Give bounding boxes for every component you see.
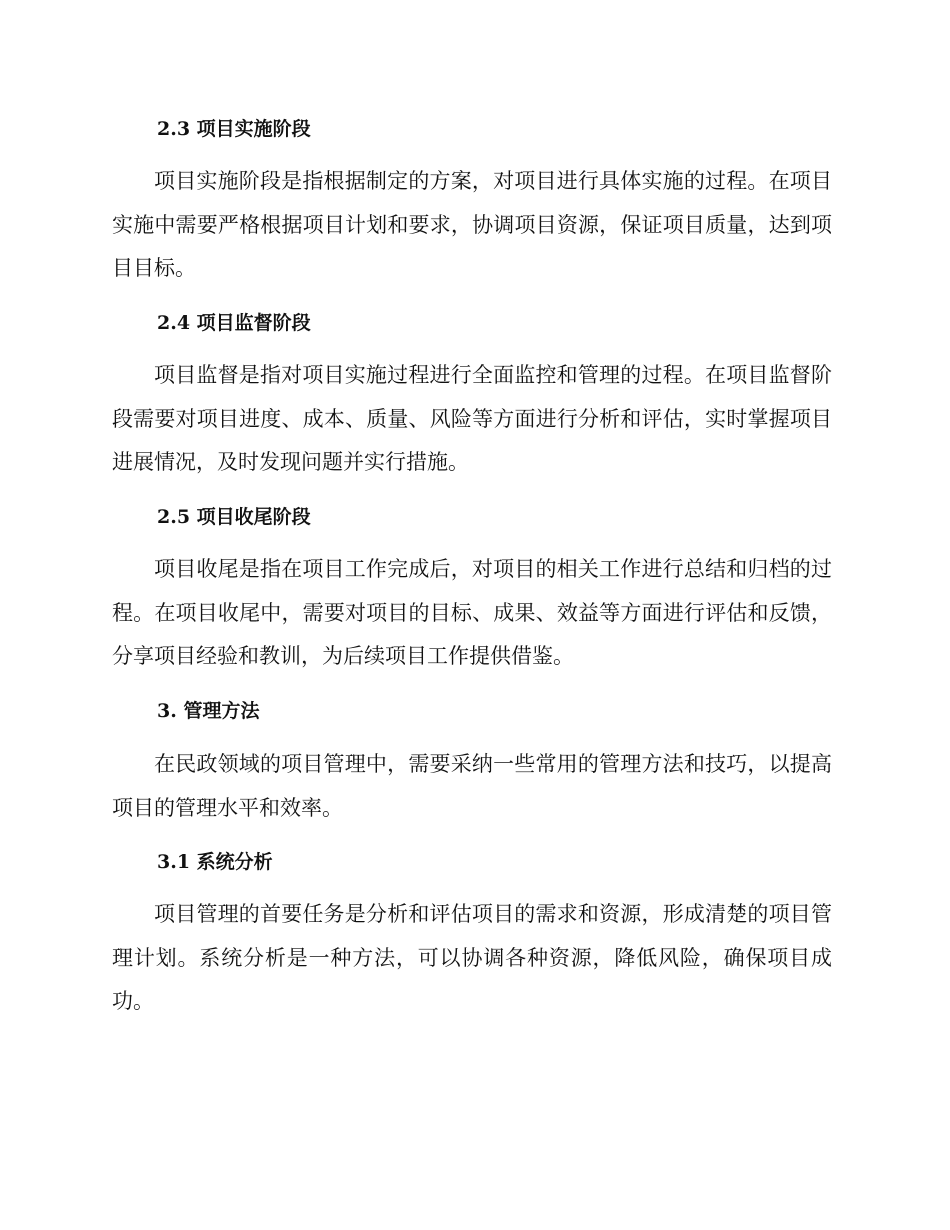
section-heading-2-4: 2.4 项目监督阶段 (157, 312, 311, 334)
section-heading-2-3: 2.3 项目实施阶段 (157, 118, 311, 140)
section-body-2-4: 项目监督是指对项目实施过程进行全面监控和管理的过程。在项目监督阶段需要对项目进度、成本、质量、风险等方面进行分析和评估，实时掌握项目进展情况，及时发现问题并实行措施。 (112, 363, 832, 474)
section-heading-3: 3. 管理方法 (157, 700, 260, 722)
section-body-2-5: 项目收尾是指在项目工作完成后，对项目的相关工作进行总结和归档的过程。在项目收尾中，需要对项目的目标、成果、效益等方面进行评估和反馈，分享项目经验和教训，为后续项目工作提供借鉴。 (112, 557, 832, 668)
section-body-2-3: 项目实施阶段是指根据制定的方案，对项目进行具体实施的过程。在项目实施中需要严格根据项目计划和要求，协调项目资源，保证项目质量，达到项目目标。 (112, 169, 832, 280)
section-body-3-1: 项目管理的首要任务是分析和评估项目的需求和资源，形成清楚的项目管理计划。系统分析是一种方法，可以协调各种资源，降低风险，确保项目成功。 (112, 902, 832, 1013)
section-body-3: 在民政领域的项目管理中，需要采纳一些常用的管理方法和技巧，以提高项目的管理水平和效率。 (112, 752, 832, 820)
section-heading-2-5: 2.5 项目收尾阶段 (157, 506, 311, 528)
section-heading-3-1: 3.1 系统分析 (157, 851, 273, 873)
